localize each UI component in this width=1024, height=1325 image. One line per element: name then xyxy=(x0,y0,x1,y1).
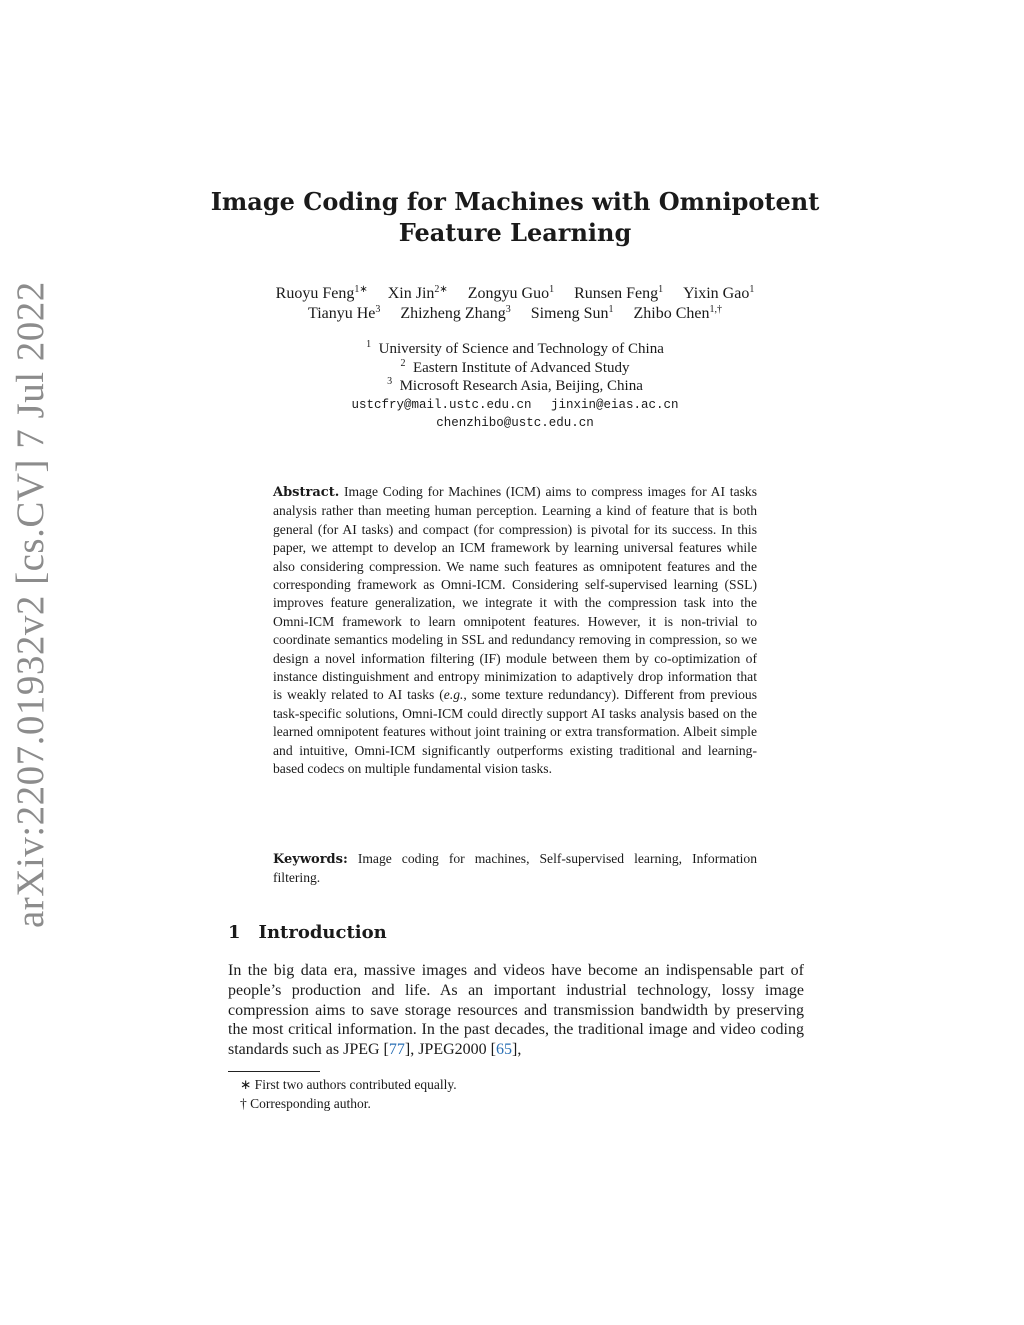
footnote: † Corresponding author. xyxy=(240,1095,371,1111)
author-affil-mark: 1∗ xyxy=(354,284,368,295)
email-link[interactable]: jinxin@eias.ac.cn xyxy=(551,397,679,412)
author xyxy=(683,285,754,302)
intro-text: ], JPEG2000 [ xyxy=(404,1041,496,1059)
affiliation-mark: 1 xyxy=(366,339,372,350)
author-affil-mark: 1 xyxy=(749,284,755,295)
footnotes xyxy=(240,1076,457,1113)
author-affil-mark: 2∗ xyxy=(434,284,448,295)
section-title: Introduction xyxy=(258,922,387,943)
abstract xyxy=(273,483,757,779)
email-link[interactable]: ustcfry@mail.ustc.edu.cn xyxy=(351,397,532,412)
author-name: Xin Jin xyxy=(387,285,435,302)
author xyxy=(388,285,448,302)
footnote: ∗ First two authors contributed equally. xyxy=(240,1077,457,1092)
author-name: Zongyu Guo xyxy=(467,285,550,302)
author-affil-mark: 1 xyxy=(658,284,664,295)
author-name: Zhizheng Zhang xyxy=(400,305,506,322)
affiliation-text: Microsoft Research Asia, Beijing, China xyxy=(399,378,643,394)
author-name: Tianyu He xyxy=(307,305,376,322)
intro-text: In the big data era, massive images and videos have become an indispensable part of people’s production and life. As an important industrial technology, lossy image compression aims to save storage resources and transmission bandwidth by preserving the most critical information. In the past decades, the traditional image and video coding standards such as JPEG [ xyxy=(228,962,804,1059)
author-row-2 xyxy=(200,304,830,324)
author-affil-mark: 1,† xyxy=(709,304,722,315)
author-row-1 xyxy=(200,284,830,304)
footnote-rule xyxy=(228,1071,320,1072)
affiliation xyxy=(200,359,830,378)
author-affil-mark: 3 xyxy=(375,304,381,315)
keywords-text: Image coding for machines, Self-supervised learning, Information filtering. xyxy=(273,851,757,886)
affiliation xyxy=(200,340,830,359)
author xyxy=(531,305,614,322)
title-line-2: Feature Learning xyxy=(398,218,632,247)
citation-link[interactable]: 77 xyxy=(388,1041,405,1059)
author xyxy=(634,305,723,322)
abstract-eg: e.g. xyxy=(443,687,464,703)
author xyxy=(468,285,554,302)
author-name: Yixin Gao xyxy=(683,285,750,302)
email-row xyxy=(200,396,830,415)
paper-title xyxy=(200,186,830,248)
author-name: Runsen Feng xyxy=(574,285,659,302)
arxiv-identifier: arXiv:2207.01932v2 [cs.CV] 7 Jul 2022 xyxy=(9,281,52,928)
keywords xyxy=(273,850,757,888)
author-affil-mark: 1 xyxy=(608,304,614,315)
intro-text: ], xyxy=(511,1041,522,1059)
abstract-text: Image Coding for Machines (ICM) aims to compress images for AI tasks analysis rather than meeting human perception. Learning a kind of feature that is both general (for AI tasks) and compact (for compression) is pivotal for its success. In this paper, we attempt to develop an ICM framework by learning universal features while also considering compression. We name such features as omnipotent features and the corresponding framework as Omni-ICM. Considering self-supervised learning (SSL) improves feature generalization, we integrate it with the compression task into the Omni-ICM framework to learn omnipotent features. However, it is non-trivial to coordinate semantics modeling in SSL and redundancy removing in compression, so we design a novel information filtering (IF) module between them by co-optimization of instance distinguishment and entropy minimization to adaptively drop information that is weakly related to AI tasks ( xyxy=(273,484,757,703)
affiliation-list xyxy=(200,340,830,433)
abstract-text-cont: , some texture redundancy). Different from previous task-specific solutions, Omni-ICM could directly support AI tasks analysis based on the learned omnipotent features without joint training or extra transformation. Albeit simple and intuitive, Omni-ICM significantly outperforms existing traditional and learning-based codecs on multiple fundamental vision tasks. xyxy=(273,687,757,777)
author xyxy=(574,285,663,302)
citation-link[interactable]: 65 xyxy=(495,1041,512,1059)
affiliation-mark: 2 xyxy=(400,357,406,369)
email-row xyxy=(200,414,830,433)
section-heading xyxy=(228,922,387,943)
intro-paragraph xyxy=(228,961,804,1060)
author xyxy=(400,305,510,322)
author-name: Ruoyu Feng xyxy=(275,285,355,302)
affiliation-text: Eastern Institute of Advanced Study xyxy=(412,359,630,376)
affiliation-text: University of Science and Technology of China xyxy=(378,341,664,357)
affiliation-mark: 3 xyxy=(387,376,393,387)
author xyxy=(276,285,368,302)
author-affil-mark: 3 xyxy=(505,304,511,315)
keywords-label: Keywords: xyxy=(273,852,348,867)
affiliation xyxy=(200,377,830,396)
author-list xyxy=(200,284,830,324)
author-name: Simeng Sun xyxy=(530,305,609,322)
author-name: Zhibo Chen xyxy=(633,305,710,322)
author xyxy=(308,305,380,322)
title-line-1: Image Coding for Machines with Omnipotent xyxy=(210,187,820,216)
author-affil-mark: 1 xyxy=(549,284,555,295)
abstract-label: Abstract. xyxy=(273,485,340,500)
email-link[interactable]: chenzhibo@ustc.edu.cn xyxy=(436,416,594,430)
section-number: 1 xyxy=(228,922,241,943)
